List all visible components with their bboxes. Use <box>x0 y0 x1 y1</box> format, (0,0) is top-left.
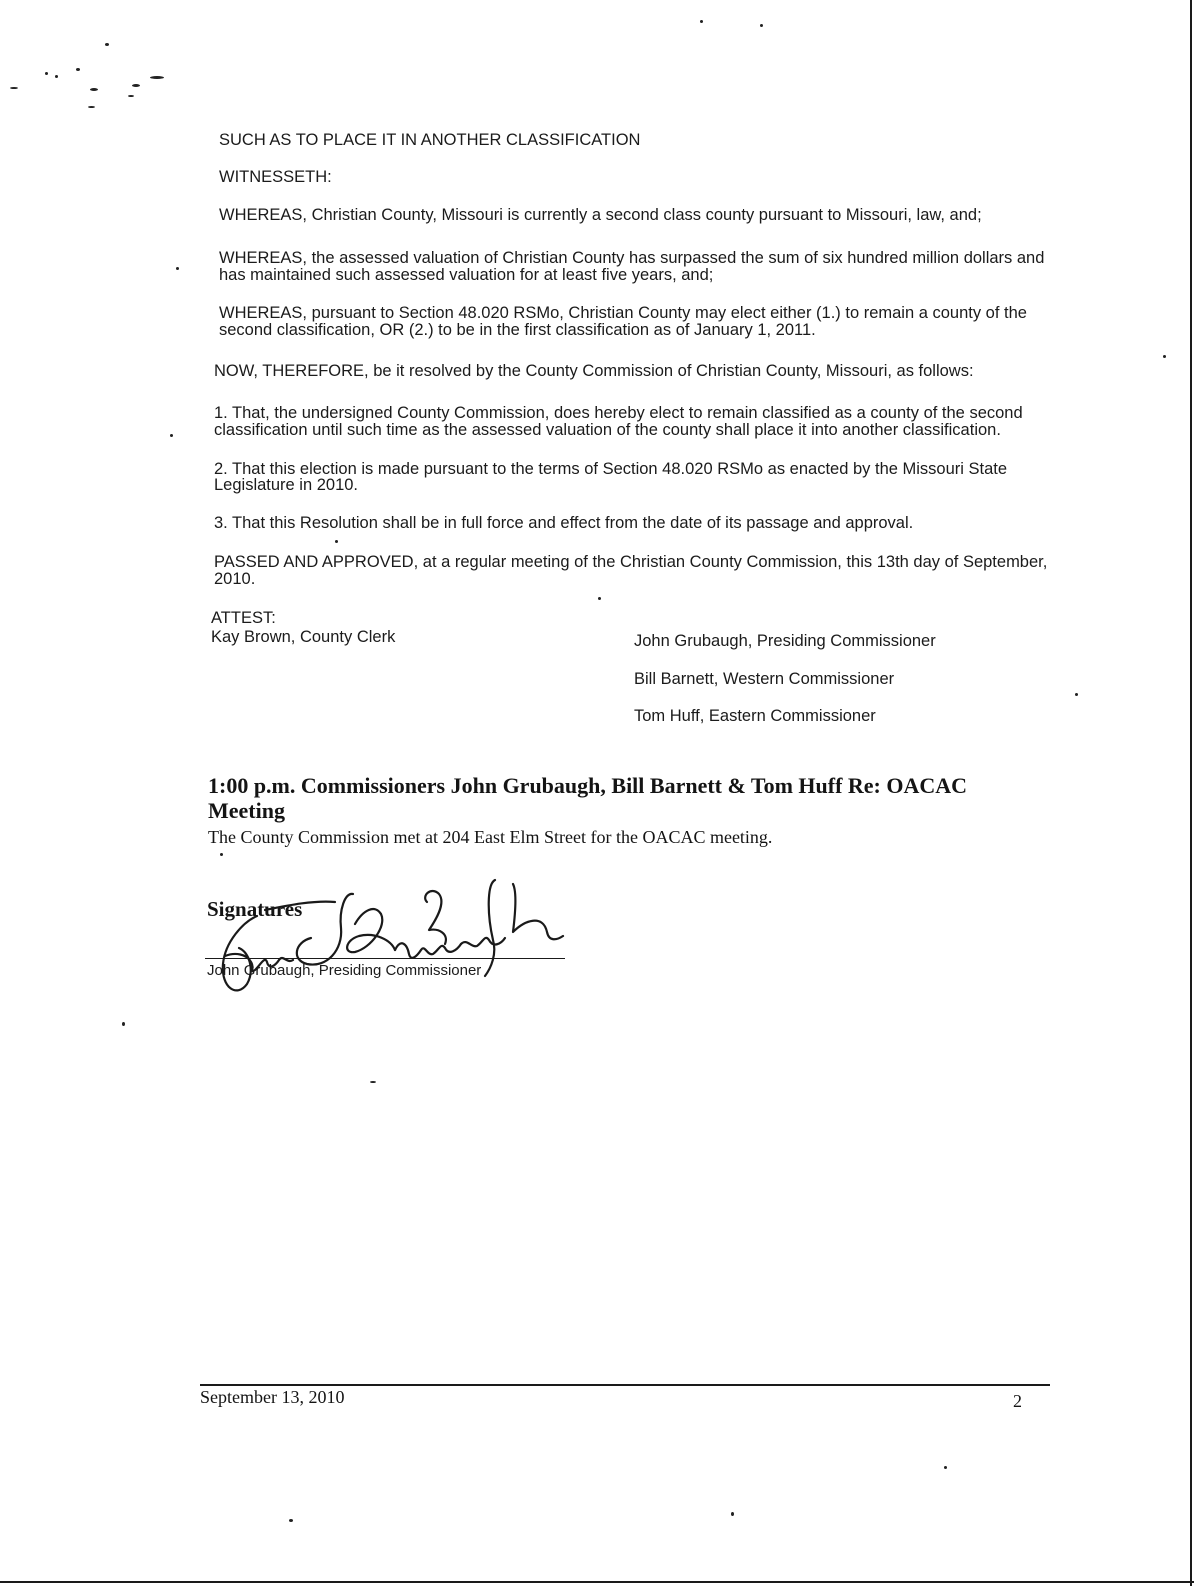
meeting-heading-line-2: Meeting <box>208 798 285 823</box>
scan-speck <box>90 88 98 91</box>
scan-speck <box>128 95 134 97</box>
scan-speck <box>731 1512 734 1516</box>
signature-caption: John Grubaugh, Presiding Commissioner <box>207 962 482 979</box>
resolved-item-1-line-1: 1. That, the undersigned County Commission, does hereby elect to remain classified as a county of the second <box>214 404 1023 422</box>
resolution-continued-title: SUCH AS TO PLACE IT IN ANOTHER CLASSIFICATION <box>219 131 641 149</box>
scan-border-right <box>1190 0 1192 1586</box>
scan-speck <box>598 597 601 600</box>
passed-approved-line-1: PASSED AND APPROVED, at a regular meeting of the Christian County Commission, this 13th day of September, <box>214 553 1048 571</box>
scan-speck <box>55 75 58 78</box>
presiding-commissioner-name: John Grubaugh, Presiding Commissioner <box>634 632 936 650</box>
county-clerk-name: Kay Brown, County Clerk <box>211 628 396 646</box>
scan-speck <box>45 72 48 75</box>
meeting-note: The County Commission met at 204 East Elm Street for the OACAC meeting. <box>208 827 773 847</box>
scan-speck <box>150 76 164 79</box>
resolved-item-2-line-1: 2. That this election is made pursuant to the terms of Section 48.020 RSMo as enacted by the Missouri State <box>214 460 1008 478</box>
now-therefore-clause: NOW, THEREFORE, be it resolved by the County Commission of Christian County, Missouri, as follows: <box>214 362 974 380</box>
attest-label: ATTEST: <box>211 609 276 627</box>
passed-approved-line-2: 2010. <box>214 570 256 588</box>
scan-speck <box>76 68 80 71</box>
scan-speck <box>88 106 95 108</box>
resolved-item-2-line-2: Legislature in 2010. <box>214 476 359 494</box>
scan-speck <box>220 853 223 856</box>
signatures-heading: Signatures <box>207 897 303 921</box>
resolved-item-1-line-2: classification until such time as the assessed valuation of the county shall place it into another classification. <box>214 421 1001 439</box>
footer-date: September 13, 2010 <box>200 1387 345 1407</box>
whereas-clause-2-line-2: has maintained such assessed valuation for at least five years, and; <box>219 266 714 284</box>
page-number: 2 <box>1013 1391 1022 1411</box>
scan-speck <box>170 434 173 437</box>
scan-speck <box>105 43 109 46</box>
scan-speck <box>289 1519 293 1522</box>
scan-speck <box>335 540 338 543</box>
scan-speck <box>760 24 763 27</box>
whereas-clause-3-line-2: second classification, OR (2.) to be in the first classification as of January 1, 2011. <box>219 321 816 339</box>
whereas-clause-3-line-1: WHEREAS, pursuant to Section 48.020 RSMo, Christian County may elect either (1.) to remain a county of the <box>219 304 1027 322</box>
scan-speck <box>132 84 140 87</box>
scan-speck <box>944 1466 947 1469</box>
scan-speck <box>176 267 179 270</box>
eastern-commissioner-name: Tom Huff, Eastern Commissioner <box>634 707 876 725</box>
meeting-heading-line-1: 1:00 p.m. Commissioners John Grubaugh, Bill Barnett & Tom Huff Re: OACAC <box>208 773 968 798</box>
meeting-heading <box>208 773 1068 823</box>
scan-speck <box>122 1022 125 1026</box>
scan-speck <box>10 87 18 89</box>
scan-border-bottom <box>0 1581 1194 1583</box>
scan-speck <box>1163 355 1166 358</box>
western-commissioner-name: Bill Barnett, Western Commissioner <box>634 670 895 688</box>
scan-speck <box>1075 693 1078 696</box>
resolved-item-3: 3. That this Resolution shall be in full force and effect from the date of its passage and approval. <box>214 514 914 532</box>
whereas-clause-2-line-1: WHEREAS, the assessed valuation of Christian County has surpassed the sum of six hundred million dollars and <box>219 249 1045 267</box>
scan-speck <box>700 20 703 23</box>
whereas-clause-1: WHEREAS, Christian County, Missouri is currently a second class county pursuant to Missouri, law, and; <box>219 206 982 224</box>
handwritten-signature <box>195 870 575 1000</box>
witnesseth-label: WITNESSETH: <box>219 168 332 186</box>
scan-speck <box>370 1081 376 1083</box>
footer-rule <box>200 1384 1050 1386</box>
